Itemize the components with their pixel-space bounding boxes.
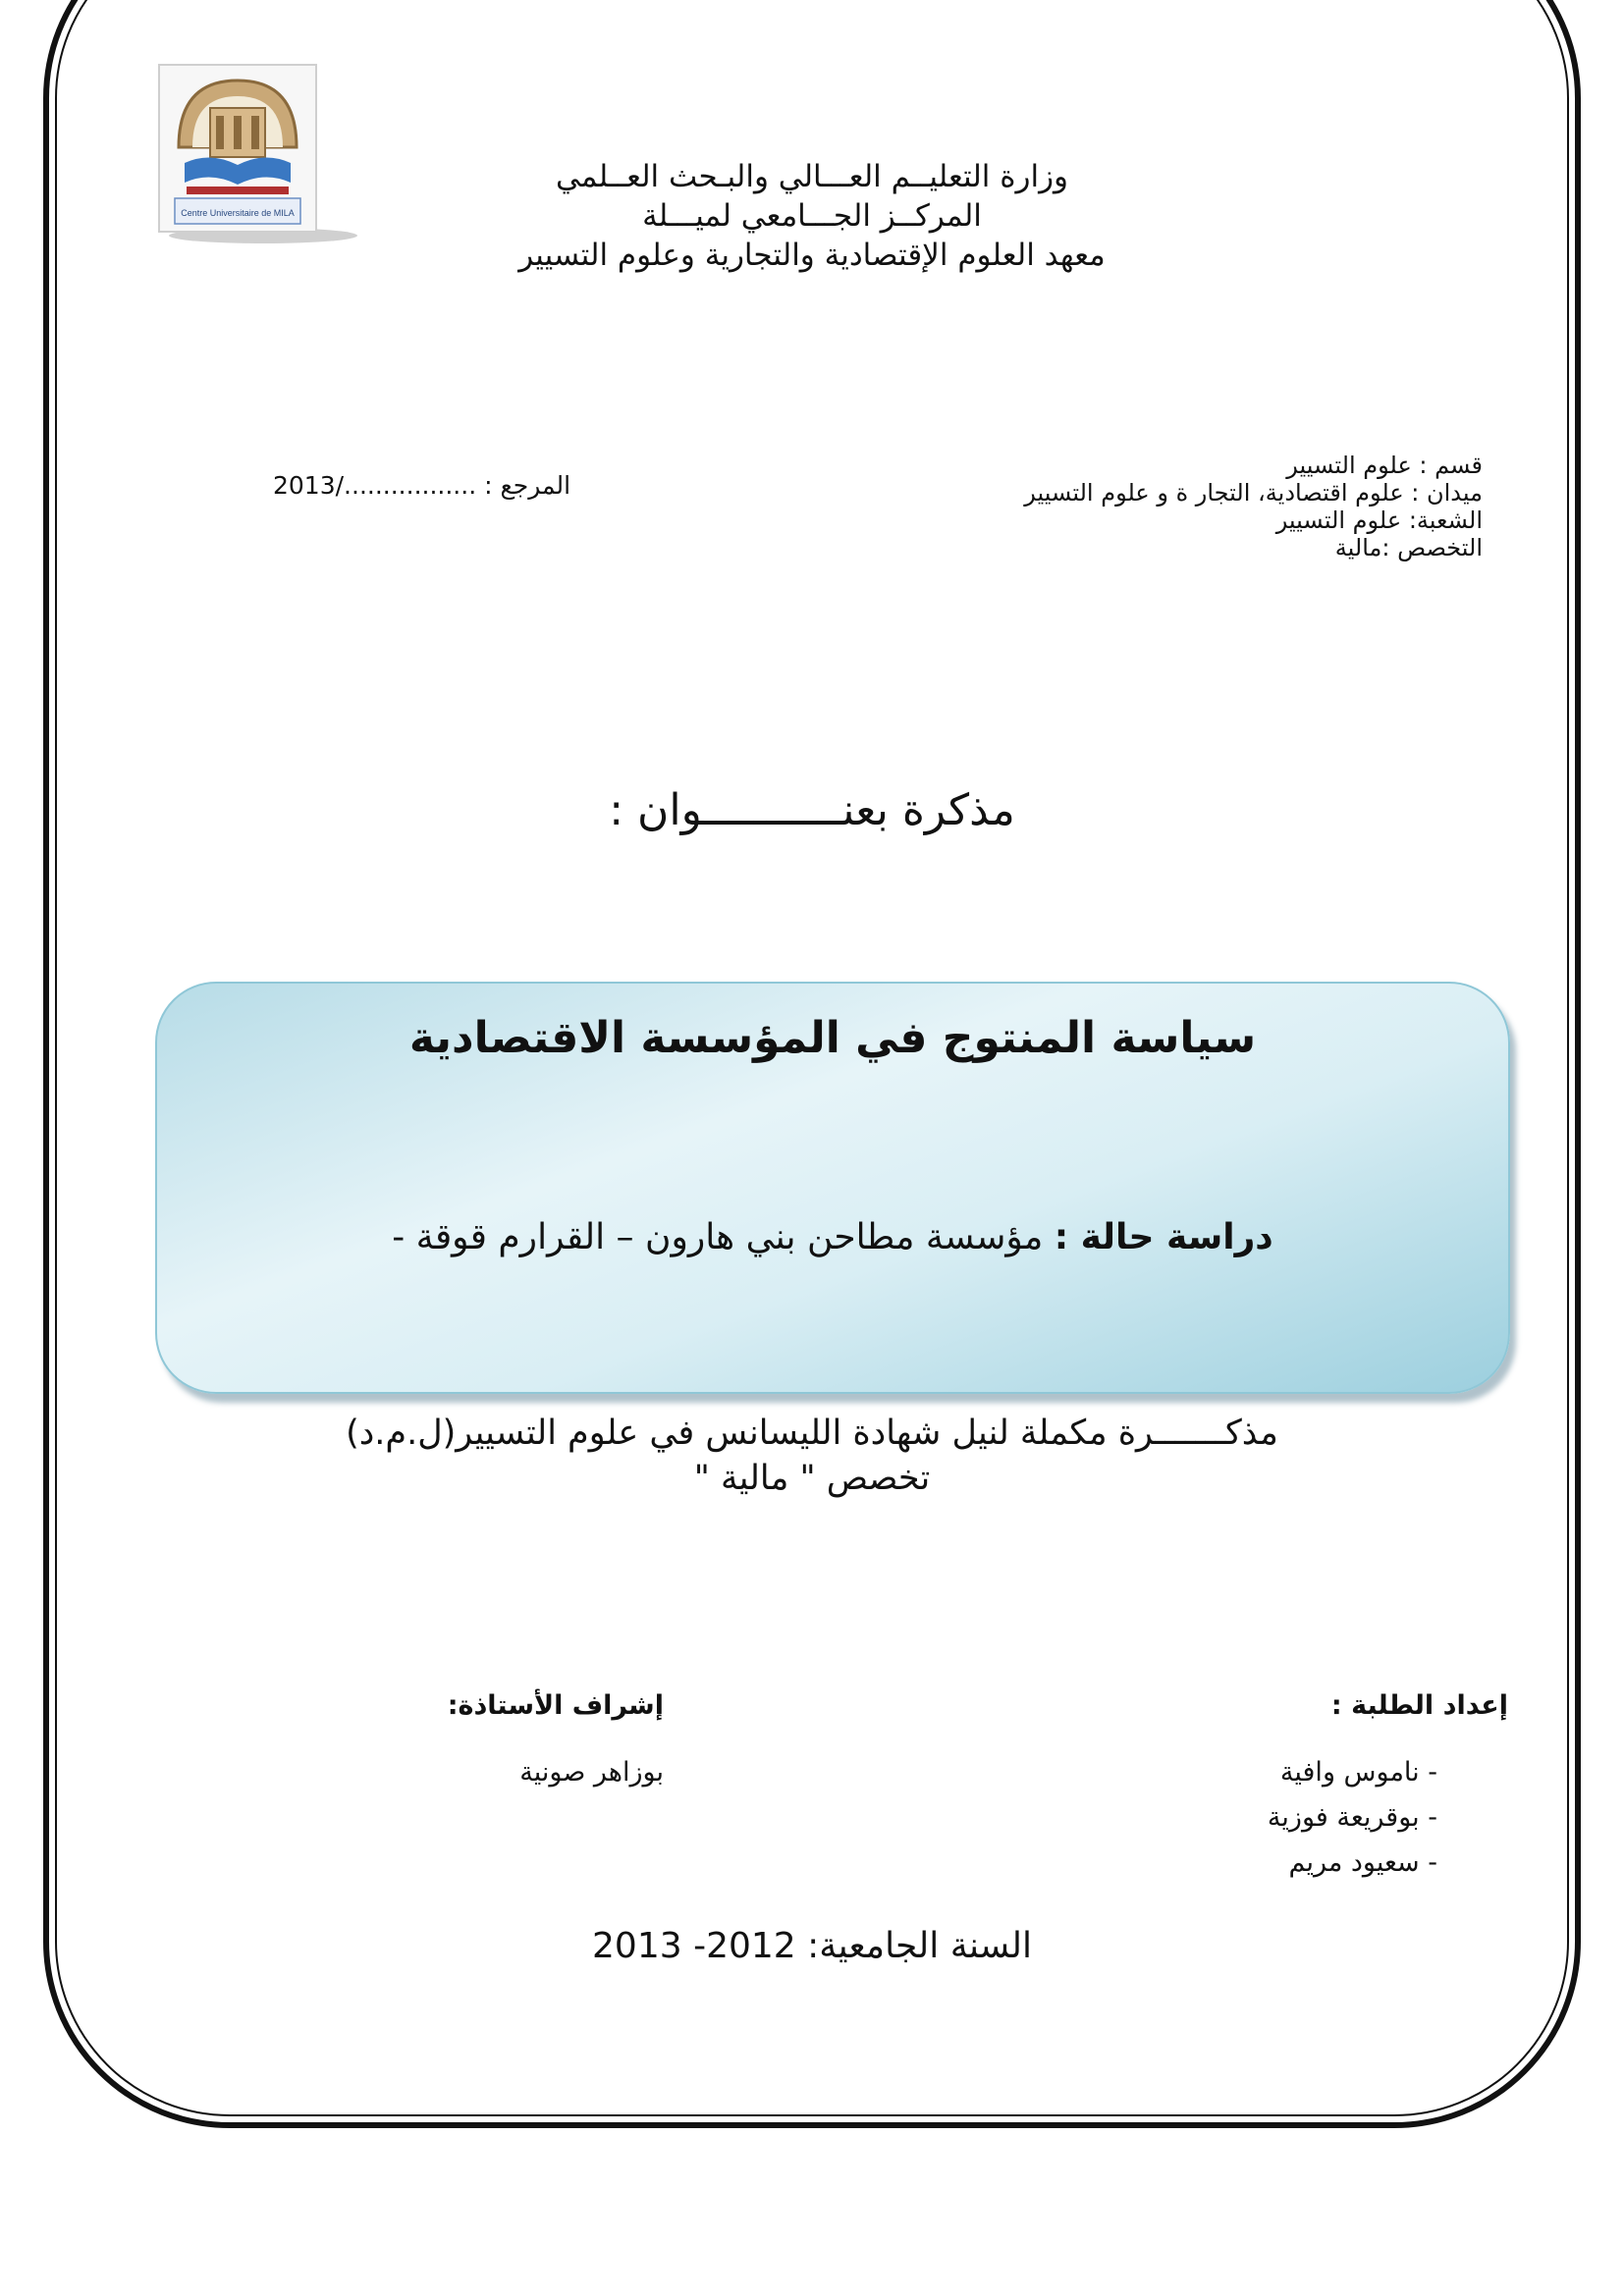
thesis-title: سياسة المنتوج في المؤسسة الاقتصادية [408, 1013, 1257, 1063]
academic-year: السنة الجامعية: 2012- 2013 [592, 1926, 1032, 1966]
student-name: - سعيود مريم [1288, 1847, 1437, 1878]
memo-title-label: مذكرة بعنـــــــــــوان : [609, 785, 1015, 835]
reference-number: المرجع : ................./2013 [273, 471, 571, 500]
case-study-text: مؤسسة مطاحن بني هارون – القرارم قوقة - [392, 1217, 1055, 1257]
students-label: إعداد الطلبة : [1330, 1690, 1508, 1721]
student-name: - ناموس وافية [1279, 1757, 1437, 1788]
supervisor-label: إشراف الأستاذة: [447, 1690, 664, 1721]
supervisor-name: بوزاهر صونية [519, 1757, 664, 1788]
department-branch: الشعبة: علوم التسيير [1275, 507, 1483, 534]
specialty-line: تخصص " مالية " [693, 1459, 931, 1498]
department-specialty: التخصص :مالية [1334, 534, 1483, 561]
title-box [155, 982, 1510, 1394]
department-info [1024, 452, 1483, 561]
logo-caption: Centre Universitaire de MILA [181, 208, 295, 218]
center-line: المركــز الجـــامعي لميـــلة [642, 198, 982, 234]
case-study [157, 1217, 1508, 1257]
department-section: قسم : علوم التسيير [1286, 452, 1483, 479]
institute-line: معهد العلوم الإقتصادية والتجارية وعلوم التسيير [518, 238, 1106, 273]
department-field: ميدان : علوم اقتصادية، التجار ة و علوم التسيير [1024, 479, 1483, 507]
student-name: - بوقريعة فوزية [1267, 1802, 1437, 1833]
case-study-label: دراسة حالة : [1054, 1217, 1273, 1257]
degree-line: مذكـــــــرة مكملة لنيل شهادة الليسانس في علوم التسيير(ل.م.د) [346, 1414, 1278, 1453]
ministry-line: وزارة التعليــم العـــالي والبـحث العــلمي [555, 159, 1069, 194]
